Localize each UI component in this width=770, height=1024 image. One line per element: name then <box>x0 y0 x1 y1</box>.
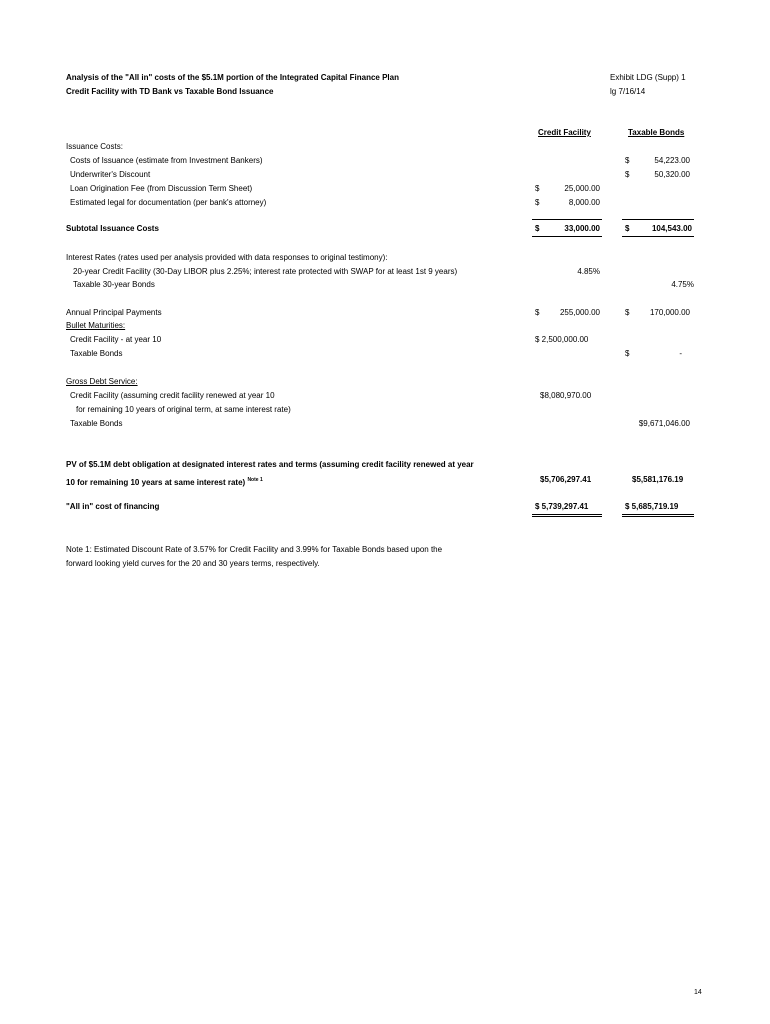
allin-rule-credit-2 <box>532 516 602 517</box>
rate-taxable-value: 4.75% <box>671 280 694 289</box>
pv-credit: $5,706,297.41 <box>540 475 592 484</box>
gross-taxable-value: $9,671,046.00 <box>638 419 690 428</box>
bullet-taxable-label: Taxable Bonds <box>70 349 123 358</box>
note-line-1: Note 1: Estimated Discount Rate of 3.57% for Credit Facility and 3.99% for Taxable Bonds based upon the <box>66 545 443 554</box>
principal-label: Annual Principal Payments <box>66 308 162 317</box>
gross-heading: Gross Debt Service: <box>66 377 138 386</box>
allin-taxable: $ 5,685,719.19 <box>625 502 679 511</box>
gross-credit-label-cont: for remaining 10 years of original term, at same interest rate) <box>76 405 291 414</box>
pv-label: PV of $5.1M debt obligation at designated interest rates and terms (assuming credit facility renewed at year <box>66 460 474 469</box>
dollar-sign: $ <box>535 224 540 233</box>
rates-heading: Interest Rates (rates used per analysis provided with data responses to original testimony): <box>66 253 388 262</box>
credit-value: 8,000.00 <box>568 198 600 207</box>
bullet-credit-value: $ 2,500,000.00 <box>535 335 589 344</box>
note-line-2: forward looking yield curves for the 20 and 30 years terms, respectively. <box>66 559 320 568</box>
note-ref: Note 1 <box>247 477 263 483</box>
row-label: Estimated legal for documentation (per bank's attorney) <box>70 198 267 207</box>
subtotal-bottom-rule-credit <box>532 236 602 237</box>
dollar-sign: $ <box>535 308 540 317</box>
taxable-value: 54,223.00 <box>654 156 690 165</box>
pv-taxable: $5,581,176.19 <box>632 475 684 484</box>
allin-rule-taxable-1 <box>622 514 694 515</box>
document-title: Analysis of the "All in" costs of the $5.1M portion of the Integrated Capital Finance Plan <box>66 73 399 82</box>
dollar-sign: $ <box>625 308 630 317</box>
principal-taxable: 170,000.00 <box>649 308 690 317</box>
subtotal-top-rule-taxable <box>622 219 694 220</box>
credit-value: 25,000.00 <box>564 184 600 193</box>
subtotal-top-rule-credit <box>532 219 602 220</box>
exhibit-label: Exhibit LDG (Supp) 1 <box>610 73 686 82</box>
dollar-sign: $ <box>625 224 630 233</box>
column-header-credit: Credit Facility <box>538 128 591 137</box>
rate-taxable-label: Taxable 30-year Bonds <box>73 280 155 289</box>
column-header-taxable: Taxable Bonds <box>628 128 685 137</box>
dollar-sign: $ <box>625 170 630 179</box>
rate-credit-label: 20-year Credit Facility (30-Day LIBOR plus 2.25%; interest rate protected with SWAP for at least 1st 9 years) <box>73 267 458 276</box>
subtotal-taxable: 104,543.00 <box>651 224 692 233</box>
allin-rule-credit-1 <box>532 514 602 515</box>
dollar-sign: $ <box>625 349 630 358</box>
row-label: Costs of Issuance (estimate from Investment Bankers) <box>70 156 263 165</box>
pv-label-cont <box>66 475 263 488</box>
gross-taxable-label: Taxable Bonds <box>70 419 123 428</box>
allin-label: "All in" cost of financing <box>66 502 160 511</box>
gross-credit-label: Credit Facility (assuming credit facility renewed at year 10 <box>70 391 275 400</box>
principal-credit: 255,000.00 <box>559 308 600 317</box>
bullet-credit-label: Credit Facility - at year 10 <box>70 335 162 344</box>
bullet-taxable-value: - <box>679 349 682 358</box>
issuance-heading: Issuance Costs: <box>66 142 123 151</box>
rate-credit-value: 4.85% <box>577 267 600 276</box>
dollar-sign: $ <box>625 156 630 165</box>
document-subtitle: Credit Facility with TD Bank vs Taxable Bond Issuance <box>66 87 274 96</box>
taxable-value: 50,320.00 <box>654 170 690 179</box>
subtotal-credit: 33,000.00 <box>564 224 600 233</box>
subtotal-bottom-rule-taxable <box>622 236 694 237</box>
pv-label-cont-text: 10 for remaining 10 years at same interest rate) <box>66 478 246 487</box>
allin-credit: $ 5,739,297.41 <box>535 502 589 511</box>
bullet-heading: Bullet Maturities: <box>66 321 126 330</box>
row-label: Underwriter's Discount <box>70 170 151 179</box>
subtotal-label: Subtotal Issuance Costs <box>66 224 159 233</box>
row-label: Loan Origination Fee (from Discussion Term Sheet) <box>70 184 253 193</box>
page-number: 14 <box>694 989 702 996</box>
gross-credit-value: $8,080,970.00 <box>540 391 592 400</box>
dollar-sign: $ <box>535 184 540 193</box>
dollar-sign: $ <box>535 198 540 207</box>
initials-date: lg 7/16/14 <box>610 87 646 96</box>
allin-rule-taxable-2 <box>622 516 694 517</box>
